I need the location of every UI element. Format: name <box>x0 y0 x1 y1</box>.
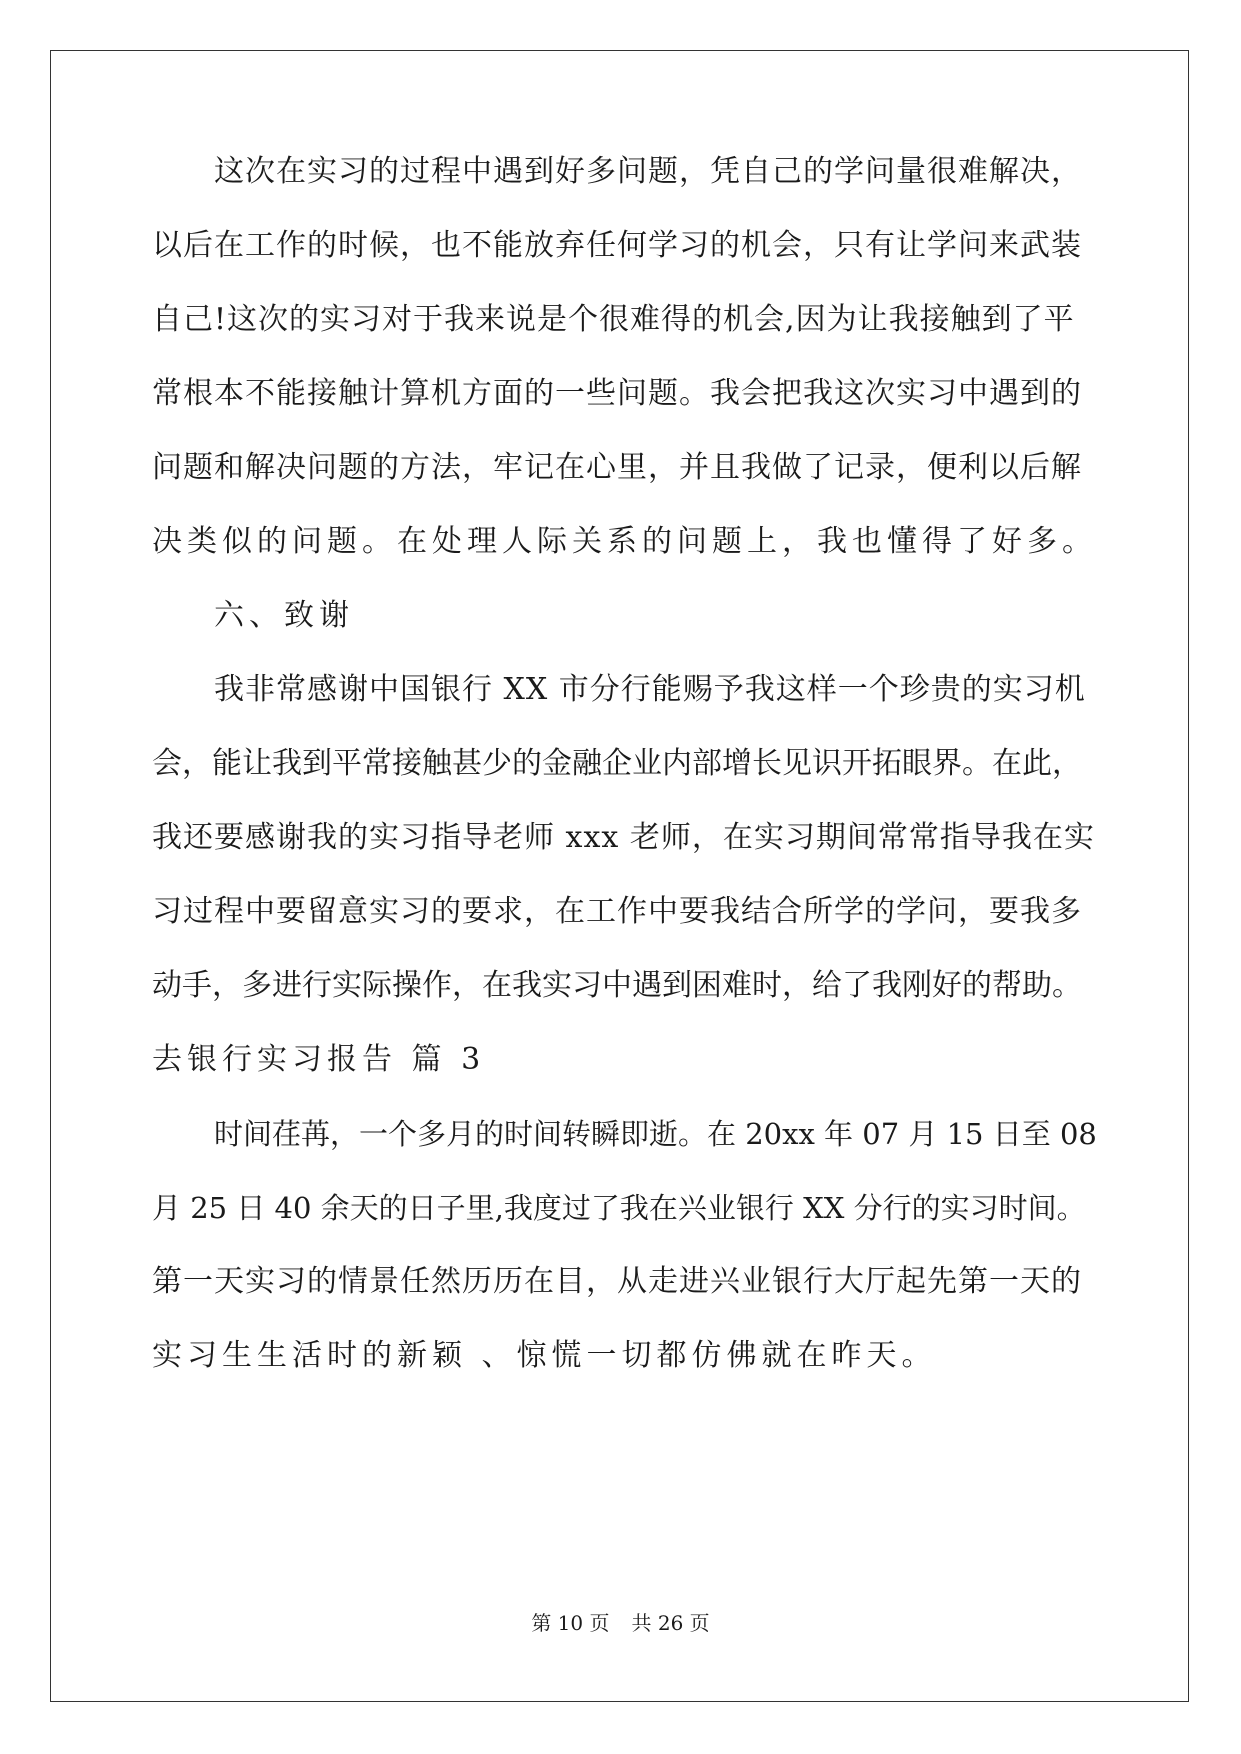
text-line: 自己!这次的实习对于我来说是个很难得的机会,因为让我接触到了平 <box>152 302 1075 337</box>
text-line: 常根本不能接触计算机方面的一些问题。我会把我这次实习中遇到的 <box>152 376 1082 411</box>
page-number: 第 10 页 <box>531 1611 610 1635</box>
text-line: 动手，多进行实际操作，在我实习中遇到困难时，给了我刚好的帮助。 <box>152 968 1082 1003</box>
text-line: 第一天实习的情景任然历历在目，从走进兴业银行大厅起先第一天的 <box>152 1264 1082 1299</box>
text-line: 问题和解决问题的方法，牢记在心里，并且我做了记录，便利以后解 <box>152 450 1082 485</box>
text-line: 决类似的问题。在处理人际关系的问题上，我也懂得了好多。 <box>152 524 1097 559</box>
text-line: 我非常感谢中国银行 XX 市分行能赐予我这样一个珍贵的实习机 <box>214 672 1086 707</box>
text-line: 会，能让我到平常接触甚少的金融企业内部增长见识开拓眼界。在此， <box>152 746 1082 781</box>
text-line: 以后在工作的时候，也不能放弃任何学习的机会，只有让学问来武装 <box>152 228 1082 263</box>
section-heading: 六、致谢 <box>214 598 354 633</box>
text-line: 这次在实习的过程中遇到好多问题，凭自己的学问量很难解决， <box>214 154 1082 189</box>
page-frame <box>50 50 1189 1702</box>
text-line: 实习生生活时的新颖 、惊慌一切都仿佛就在昨天。 <box>152 1338 937 1373</box>
page-footer <box>0 1610 1241 1636</box>
page-total: 共 26 页 <box>631 1611 710 1635</box>
text-line: 时间荏苒，一个多月的时间转瞬即逝。在 20xx 年 07 月 15 日至 08 <box>214 1117 1097 1151</box>
text-line: 我还要感谢我的实习指导老师 xxx 老师，在实习期间常常指导我在实 <box>152 820 1095 855</box>
text-line: 习过程中要留意实习的要求，在工作中要我结合所学的学问，要我多 <box>152 894 1082 929</box>
text-line: 月 25 日 40 余天的日子里,我度过了我在兴业银行 XX 分行的实习时间。 <box>152 1191 1086 1225</box>
article-title: 去银行实习报告 篇 3 <box>152 1042 486 1077</box>
